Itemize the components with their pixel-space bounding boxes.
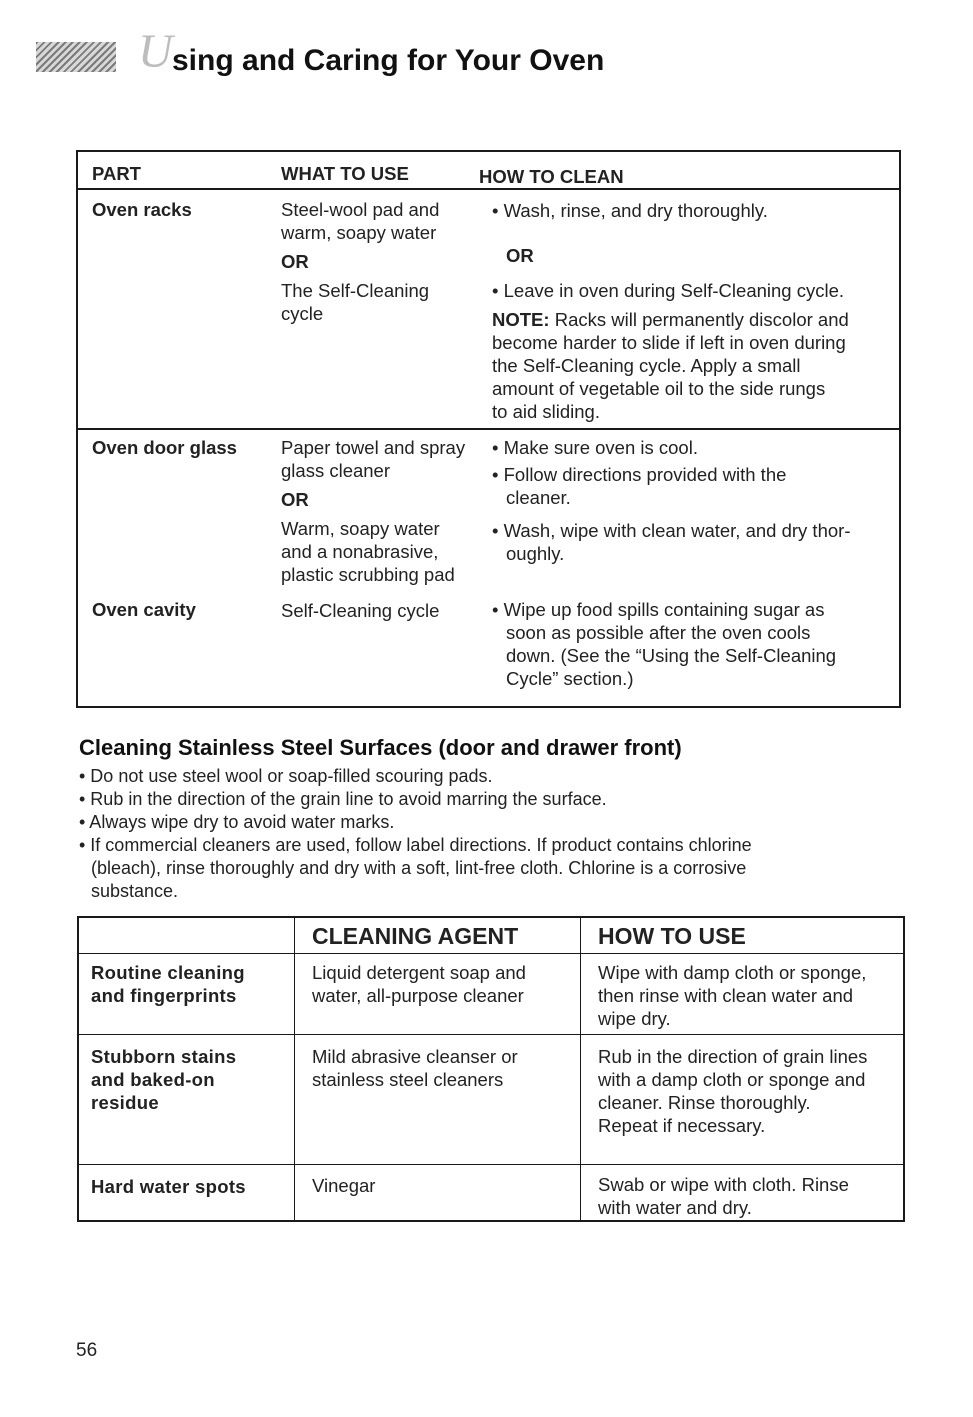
how-line: down. (See the “Using the Self-Cleaning: [506, 645, 837, 666]
row-divider: [79, 1164, 903, 1165]
how-bullet: • Leave in oven during Self-Cleaning cycle.: [492, 280, 845, 301]
how-bullet: • Make sure oven is cool.: [492, 437, 698, 458]
column-header-part: PART: [92, 163, 141, 184]
what-or: OR: [281, 251, 309, 272]
agent-line: Liquid detergent soap and: [312, 962, 526, 983]
how-note-line: to aid sliding.: [492, 401, 600, 422]
page-title: sing and Caring for Your Oven: [172, 44, 605, 77]
row-label: Stubborn stains: [91, 1046, 237, 1067]
what-line: warm, soapy water: [281, 222, 437, 243]
part-label-oven-cavity: Oven cavity: [92, 599, 196, 620]
section-heading-stainless: Cleaning Stainless Steel Surfaces (door and drawer front): [79, 735, 682, 760]
how-bullet: • Wipe up food spills containing sugar as: [492, 599, 825, 620]
stainless-bullet: • Always wipe dry to avoid water marks.: [79, 812, 395, 832]
how-line: Cycle” section.): [506, 668, 634, 689]
how-note-line: become harder to slide if left in oven during: [492, 332, 846, 353]
how-note-line: amount of vegetable oil to the side rungs: [492, 378, 826, 399]
use-line: with water and dry.: [598, 1197, 752, 1218]
use-line: Repeat if necessary.: [598, 1115, 766, 1136]
note-text: Racks will permanently discolor and: [549, 309, 849, 330]
agent-line: Vinegar: [312, 1175, 376, 1196]
column-divider: [580, 918, 581, 1220]
row-divider: [79, 1034, 903, 1035]
header-decorative-pattern: [36, 42, 116, 72]
what-line: and a nonabrasive,: [281, 541, 439, 562]
oven-parts-table: [76, 150, 901, 708]
stainless-cleaning-table: [77, 916, 905, 1222]
what-line: Warm, soapy water: [281, 518, 440, 539]
table-header-divider: [78, 188, 899, 190]
what-line: The Self-Cleaning: [281, 280, 430, 301]
column-header-cleaning-agent: CLEANING AGENT: [312, 923, 519, 949]
row-label: Routine cleaning: [91, 962, 245, 983]
use-line: wipe dry.: [598, 1008, 671, 1029]
stainless-bullet: • Do not use steel wool or soap-filled scouring pads.: [79, 766, 493, 786]
how-line: cleaner.: [506, 487, 571, 508]
row-label: and fingerprints: [91, 985, 237, 1006]
what-line: Steel-wool pad and: [281, 199, 440, 220]
page-number: 56: [76, 1340, 98, 1361]
what-line: cycle: [281, 303, 324, 324]
row-label: and baked-on: [91, 1069, 215, 1090]
agent-line: Mild abrasive cleanser or: [312, 1046, 518, 1067]
what-line: plastic scrubbing pad: [281, 564, 455, 585]
what-line: glass cleaner: [281, 460, 391, 481]
use-line: then rinse with clean water and: [598, 985, 854, 1006]
agent-line: stainless steel cleaners: [312, 1069, 504, 1090]
what-line: Paper towel and spray: [281, 437, 466, 458]
stainless-bullet-continuation: (bleach), rinse thoroughly and dry with a soft, lint-free cloth. Chlorine is a corrosive: [91, 858, 747, 878]
row-divider: [79, 953, 903, 954]
use-line: with a damp cloth or sponge and: [598, 1069, 866, 1090]
use-line: cleaner. Rinse thoroughly.: [598, 1092, 811, 1113]
column-divider: [294, 918, 295, 1220]
stainless-bullet-continuation: substance.: [91, 881, 179, 901]
column-header-how-to-use: HOW TO USE: [598, 923, 746, 949]
use-line: Swab or wipe with cloth. Rinse: [598, 1174, 849, 1195]
row-label: Hard water spots: [91, 1176, 246, 1197]
stainless-bullet: • Rub in the direction of the grain line to avoid marring the surface.: [79, 789, 607, 809]
column-header-what-to-use: WHAT TO USE: [281, 163, 409, 184]
agent-line: water, all-purpose cleaner: [312, 985, 524, 1006]
how-bullet: • Wash, rinse, and dry thoroughly.: [492, 200, 768, 221]
use-line: Wipe with damp cloth or sponge,: [598, 962, 867, 983]
stainless-bullet: • If commercial cleaners are used, follow label directions. If product contains chlorine: [79, 835, 752, 855]
what-line: Self-Cleaning cycle: [281, 600, 440, 621]
how-line: oughly.: [506, 543, 565, 564]
row-label: residue: [91, 1092, 159, 1113]
how-line: soon as possible after the oven cools: [506, 622, 811, 643]
part-label-oven-door-glass: Oven door glass: [92, 437, 237, 458]
use-line: Rub in the direction of grain lines: [598, 1046, 868, 1067]
how-note-line: the Self-Cleaning cycle. Apply a small: [492, 355, 801, 376]
header-initial-letter: U: [138, 25, 173, 78]
how-or: OR: [506, 245, 534, 266]
part-label-oven-racks: Oven racks: [92, 199, 192, 220]
what-or: OR: [281, 489, 309, 510]
how-note: [492, 308, 892, 331]
note-label: NOTE:: [492, 309, 550, 330]
how-bullet: • Follow directions provided with the: [492, 464, 787, 485]
column-header-how-to-clean: HOW TO CLEAN: [479, 166, 624, 187]
how-bullet: • Wash, wipe with clean water, and dry thor-: [492, 520, 851, 541]
row-divider: [78, 428, 899, 430]
